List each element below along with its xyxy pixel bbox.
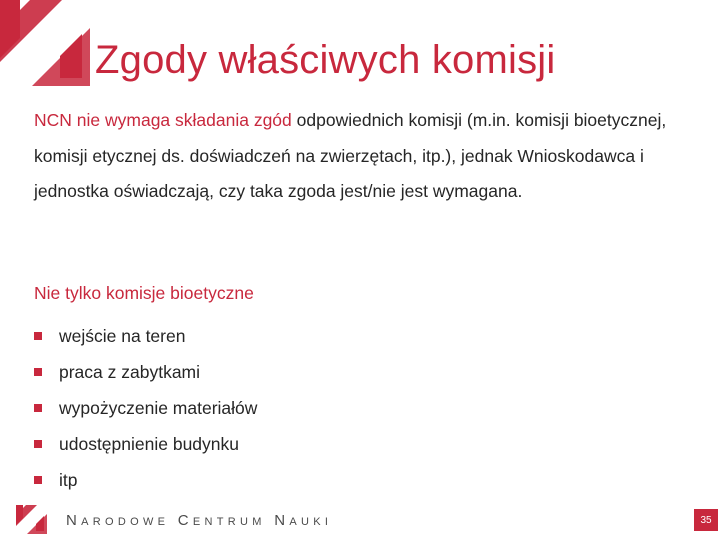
list-item [34,462,257,498]
square-bullet-icon [34,332,42,340]
slide-title: Zgody właściwych komisji [95,38,556,82]
section-subheading: Nie tylko komisje bioetyczne [34,283,254,303]
list-item [34,390,257,426]
list-item [34,426,257,462]
ncn-logo-icon [0,0,96,96]
square-bullet-icon [34,368,42,376]
bullet-text: itp [59,470,78,490]
bullet-text: wejście na teren [59,326,186,346]
body-paragraph [34,103,694,210]
square-bullet-icon [34,440,42,448]
bullet-text: udostępnienie budynku [59,434,240,454]
square-bullet-icon [34,404,42,412]
page-number: 35 [694,509,718,531]
list-item [34,318,257,354]
square-bullet-icon [34,476,42,484]
bullet-list [34,318,257,498]
org-name: Narodowe Centrum Nauki [66,512,333,529]
bullet-text: praca z zabytkami [59,362,201,382]
paragraph-highlight: NCN nie wymaga składania zgód [34,110,292,130]
bullet-text: wypożyczenie materiałów [59,398,258,418]
list-item [34,354,257,390]
paragraph-rest: odpowiednich komisji (m.in. komisji bioetycznej, komisji etycznej ds. doświadczeń na zwierzętach, itp.), jednak Wnioskodawca i jednostka oświadczają, czy taka zgoda jest/nie jest wymagana. [34,110,667,201]
ncn-logo-icon [16,505,48,537]
